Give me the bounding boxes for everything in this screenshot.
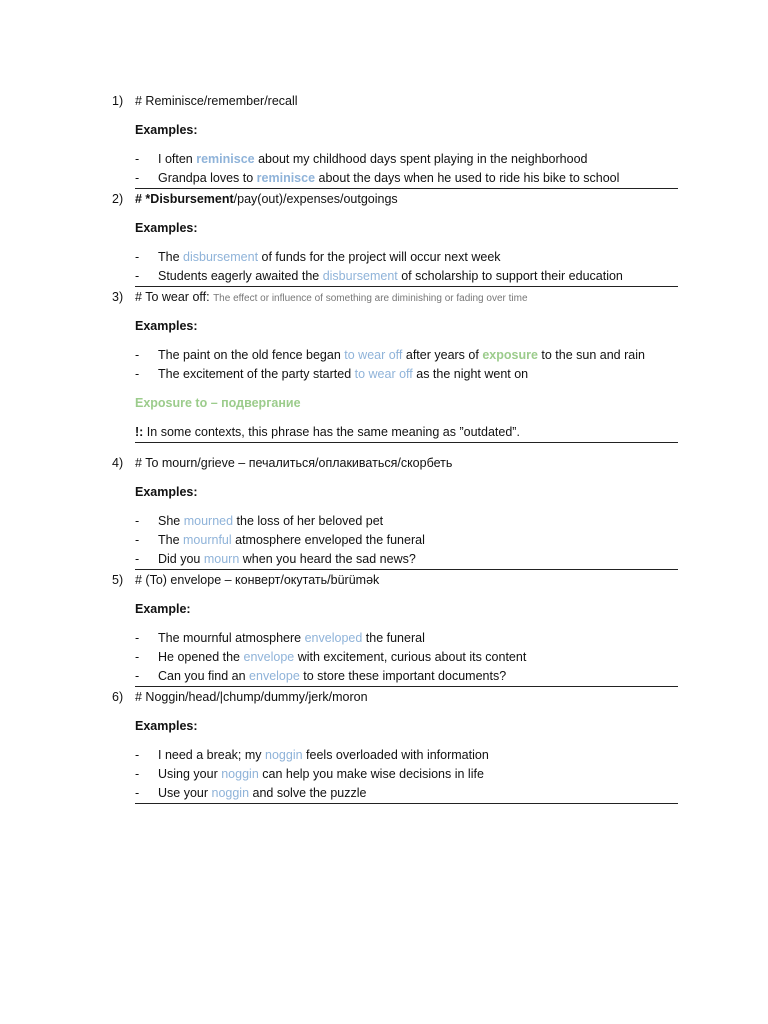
- examples-label: Examples:: [135, 221, 198, 235]
- example-text: to store these important documents?: [299, 669, 507, 683]
- example-text: with excitement, curious about its content: [294, 650, 527, 664]
- example-text: The excitement of the party started: [158, 367, 355, 381]
- highlighted-word: to wear off: [344, 348, 403, 362]
- examples-label: Examples:: [135, 485, 198, 499]
- entry-5: [112, 571, 678, 683]
- entry-heading: [112, 92, 678, 111]
- entry-title: # Reminisce/remember/recall: [135, 94, 298, 108]
- bullet-dash: -: [135, 152, 140, 166]
- highlighted-word-green: exposure: [482, 348, 538, 362]
- highlighted-word: mourn: [203, 552, 240, 566]
- bullet-dash: -: [135, 269, 140, 283]
- entry-title: # To mourn/grieve – печалиться/оплакиваться/скорбеть: [135, 456, 453, 470]
- example-text: The: [158, 533, 184, 547]
- bullet-dash: -: [135, 631, 140, 645]
- example-text: The: [158, 250, 184, 264]
- divider: [135, 569, 678, 570]
- entry-heading: [112, 288, 678, 307]
- divider: [135, 686, 678, 687]
- example-text: the loss of her beloved pet: [233, 514, 384, 528]
- bullet-dash: -: [135, 348, 140, 362]
- example-text: I often: [158, 152, 197, 166]
- divider: [135, 188, 678, 189]
- entry-heading: [112, 190, 678, 209]
- entry-title: # (To) envelope – конверт/окутать/bürümək: [135, 573, 380, 587]
- entry-2: [112, 190, 678, 283]
- example-text: and solve the puzzle: [249, 786, 367, 800]
- entry-number: 5): [112, 573, 124, 587]
- bullet-dash: -: [135, 250, 140, 264]
- example-text: of scholarship to support their education: [397, 269, 623, 283]
- example-text: about my childhood days spent playing in the neighborhood: [254, 152, 588, 166]
- bullet-dash: -: [135, 171, 140, 185]
- entry-title: # Noggin/head/|chump/dummy/jerk/moron: [135, 690, 368, 704]
- example-text: after years of: [402, 348, 483, 362]
- bullet-dash: -: [135, 767, 140, 781]
- example-text: the funeral: [362, 631, 425, 645]
- entry-title: # *Disbursement: [135, 192, 234, 206]
- entry-heading: [112, 571, 678, 590]
- entry-number: 2): [112, 192, 124, 206]
- entry-3: [112, 288, 678, 439]
- bullet-dash: -: [135, 650, 140, 664]
- example-text: He opened the: [158, 650, 244, 664]
- highlighted-word: mournful: [183, 533, 232, 547]
- note-text: In some contexts, this phrase has the same meaning as ”outdated”.: [143, 425, 520, 439]
- usage-note: [135, 423, 520, 442]
- divider: [135, 442, 678, 443]
- example-text: feels overloaded with information: [302, 748, 489, 762]
- entry-number: 6): [112, 690, 124, 704]
- highlighted-word: reminisce: [256, 171, 316, 185]
- entry-definition: The effect or influence of something are diminishing or fading over time: [213, 293, 528, 304]
- bullet-dash: -: [135, 552, 140, 566]
- highlighted-word: enveloped: [304, 631, 363, 645]
- bullet-dash: -: [135, 514, 140, 528]
- highlighted-word: noggin: [211, 786, 250, 800]
- translation-note: Exposure to – подвергание: [135, 396, 301, 410]
- example-text: Use your: [158, 786, 212, 800]
- note-mark: !:: [135, 425, 144, 439]
- entry-1: [112, 92, 678, 185]
- example-text: The mournful atmosphere: [158, 631, 305, 645]
- example-text: She: [158, 514, 184, 528]
- example-text: as the night went on: [412, 367, 529, 381]
- highlighted-word: noggin: [221, 767, 259, 781]
- highlighted-word: disbursement: [322, 269, 398, 283]
- highlighted-word: disbursement: [183, 250, 259, 264]
- entry-number: 1): [112, 94, 124, 108]
- example-text: about the days when he used to ride his bike to school: [315, 171, 620, 185]
- entry-number: 4): [112, 456, 124, 470]
- example-text: I need a break; my: [158, 748, 266, 762]
- entry-4: [112, 454, 678, 566]
- example-text: can help you make wise decisions in life: [258, 767, 484, 781]
- entry-number: 3): [112, 290, 124, 304]
- highlighted-word: to wear off: [354, 367, 413, 381]
- bullet-dash: -: [135, 533, 140, 547]
- bullet-dash: -: [135, 367, 140, 381]
- example-text: to the sun and rain: [537, 348, 645, 362]
- example-text: Can you find an: [158, 669, 250, 683]
- bullet-dash: -: [135, 669, 140, 683]
- bullet-dash: -: [135, 786, 140, 800]
- divider: [135, 803, 678, 804]
- entry-6: [112, 688, 678, 800]
- example-text: The paint on the old fence began: [158, 348, 345, 362]
- entry-title-rest: /pay(out)/expenses/outgoings: [233, 192, 398, 206]
- examples-label: Examples:: [135, 319, 198, 333]
- highlighted-word: mourned: [183, 514, 234, 528]
- highlighted-word: envelope: [243, 650, 295, 664]
- examples-label: Examples:: [135, 719, 198, 733]
- entry-heading: [112, 688, 678, 707]
- bullet-dash: -: [135, 748, 140, 762]
- entry-heading: [112, 454, 678, 473]
- example-text: Grandpa loves to: [158, 171, 257, 185]
- examples-label: Examples:: [135, 123, 198, 137]
- entry-title: # To wear off:: [135, 290, 210, 304]
- highlighted-word: reminisce: [196, 152, 255, 166]
- example-text: of funds for the project will occur next week: [258, 250, 501, 264]
- examples-label: Example:: [135, 602, 191, 616]
- example-text: Using your: [158, 767, 222, 781]
- example-text: Did you: [158, 552, 204, 566]
- highlighted-word: envelope: [249, 669, 300, 683]
- highlighted-word: noggin: [265, 748, 303, 762]
- example-text: Students eagerly awaited the: [158, 269, 323, 283]
- divider: [135, 286, 678, 287]
- example-text: when you heard the sad news?: [239, 552, 416, 566]
- example-text: atmosphere enveloped the funeral: [231, 533, 425, 547]
